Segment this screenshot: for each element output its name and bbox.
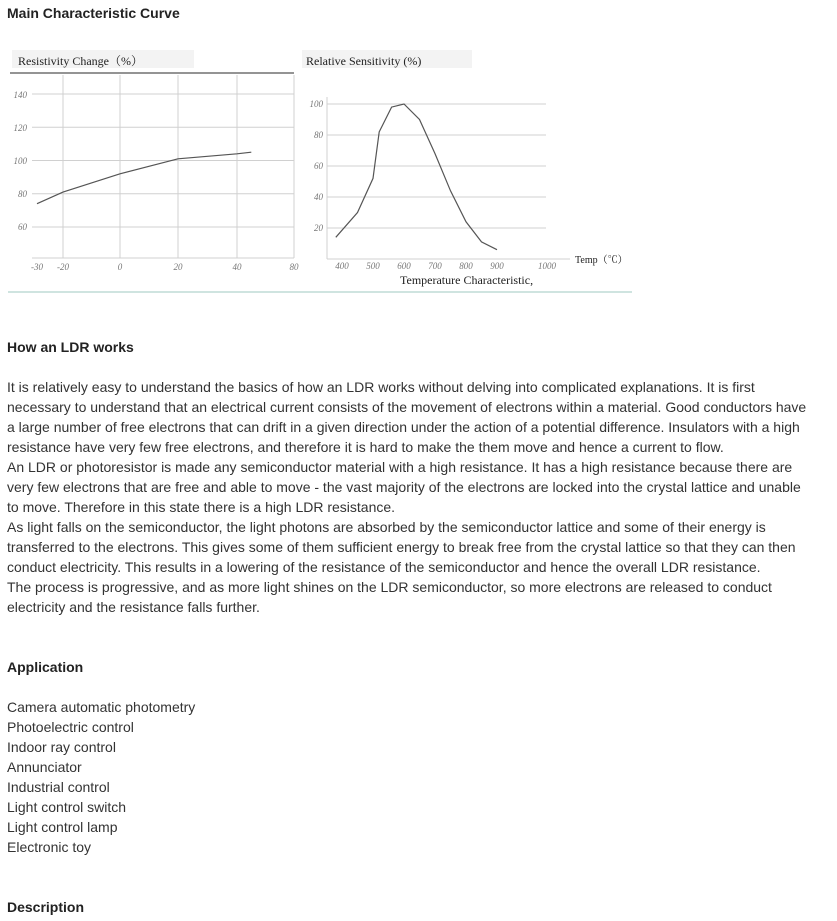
section-heading-how-ldr-works: How an LDR works <box>7 339 134 355</box>
application-list <box>7 697 195 857</box>
chart-2-x-tick: 1000 <box>538 261 556 271</box>
characteristic-curve-figure <box>8 44 638 296</box>
chart-1-x-tick: 0 <box>117 262 123 272</box>
chart-2-x-tick: 500 <box>366 261 380 271</box>
chart-2-y-tick: 20 <box>314 223 323 233</box>
chart-1-y-tick: 80 <box>18 189 27 199</box>
chart-1-x-tick: 40 <box>232 262 242 272</box>
ldr-paragraph: As light falls on the semiconductor, the light photons are absorbed by the semiconductor lattice and some of their energy is transferred to the electrons. This gives some of them sufficient energy to break free from the crystal lattice so that they can then conduct electricity. This results in a lowering of the resistance of the semiconductor and hence the overall LDR resistance. <box>7 519 796 575</box>
section-heading-main-curve: Main Characteristic Curve <box>7 5 180 21</box>
chart-2-y-tick: 60 <box>314 161 323 171</box>
chart-2-x-unit: Temp（℃） <box>575 255 628 266</box>
chart-1-grid <box>32 75 294 258</box>
application-item: Electronic toy <box>7 839 92 855</box>
chart-2-y-tick: 40 <box>314 192 323 202</box>
chart-2-y-ticks <box>310 99 324 233</box>
chart-1-y-tick: 60 <box>18 222 27 232</box>
ldr-paragraph: It is relatively easy to understand the basics of how an LDR works without delving into complicated explanations. It is first necessary to understand that an electrical current consists of the movement of electrons within a material. Good conductors have a large number of free electrons that can drift in a given direction under the action of a potential difference. Insulators with a high resistance have very few free electrons, and therefore it is hard to make the them move and hence a current to flow. <box>7 379 807 455</box>
chart-2-x-ticks <box>335 261 556 271</box>
application-item: Light control switch <box>7 799 127 815</box>
chart-2-y-tick: 100 <box>309 99 323 109</box>
chart-1-y-tick: 100 <box>13 156 27 166</box>
chart-2-x-tick: 700 <box>428 261 442 271</box>
section-heading-application: Application <box>7 659 84 675</box>
chart-2-x-tick: 800 <box>459 261 473 271</box>
application-item: Camera automatic photometry <box>7 699 196 715</box>
chart-2-y-tick: 80 <box>314 130 323 140</box>
chart-1-x-tick: -20 <box>57 262 69 272</box>
chart-1-x-tick: 80 <box>289 262 299 272</box>
ldr-paragraph: An LDR or photoresistor is made any semiconductor material with a high resistance. It has a high resistance because there are very few electrons that are free and able to move - the vast majority of the electrons are locked into the crystal lattice and unable to move. Therefore in this state there is a high LDR resistance. <box>7 459 801 515</box>
chart-2-x-tick: 400 <box>335 261 349 271</box>
chart-1-x-ticks <box>31 262 299 272</box>
chart-2-x-tick: 600 <box>397 261 411 271</box>
ldr-paragraph: The process is progressive, and as more light shines on the LDR semiconductor, so more electrons are released to conduct electricity and the resistance falls further. <box>7 579 772 615</box>
chart-2-x-label: Temperature Characteristic, <box>400 273 534 287</box>
chart-2-title: Relative Sensitivity (%) <box>306 54 422 68</box>
chart-1-x-tick: 20 <box>173 262 183 272</box>
application-item: Industrial control <box>7 779 110 795</box>
characteristic-curve-svg <box>8 44 638 296</box>
chart-1-y-tick: 140 <box>13 90 27 100</box>
chart-1-y-tick: 120 <box>13 123 27 133</box>
chart-1-title: Resistivity Change（%） <box>18 54 143 68</box>
application-item: Annunciator <box>7 759 82 775</box>
application-item: Indoor ray control <box>7 739 116 755</box>
application-item: Light control lamp <box>7 819 118 835</box>
ldr-explanation <box>7 377 815 617</box>
chart-2-grid <box>327 97 570 259</box>
chart-1-x-tick: -30 <box>31 262 43 272</box>
section-heading-description: Description <box>7 899 85 915</box>
chart-1-y-ticks <box>14 90 28 232</box>
chart-1-series-line <box>37 152 251 204</box>
chart-2-x-tick: 900 <box>490 261 504 271</box>
application-item: Photoelectric control <box>7 719 134 735</box>
